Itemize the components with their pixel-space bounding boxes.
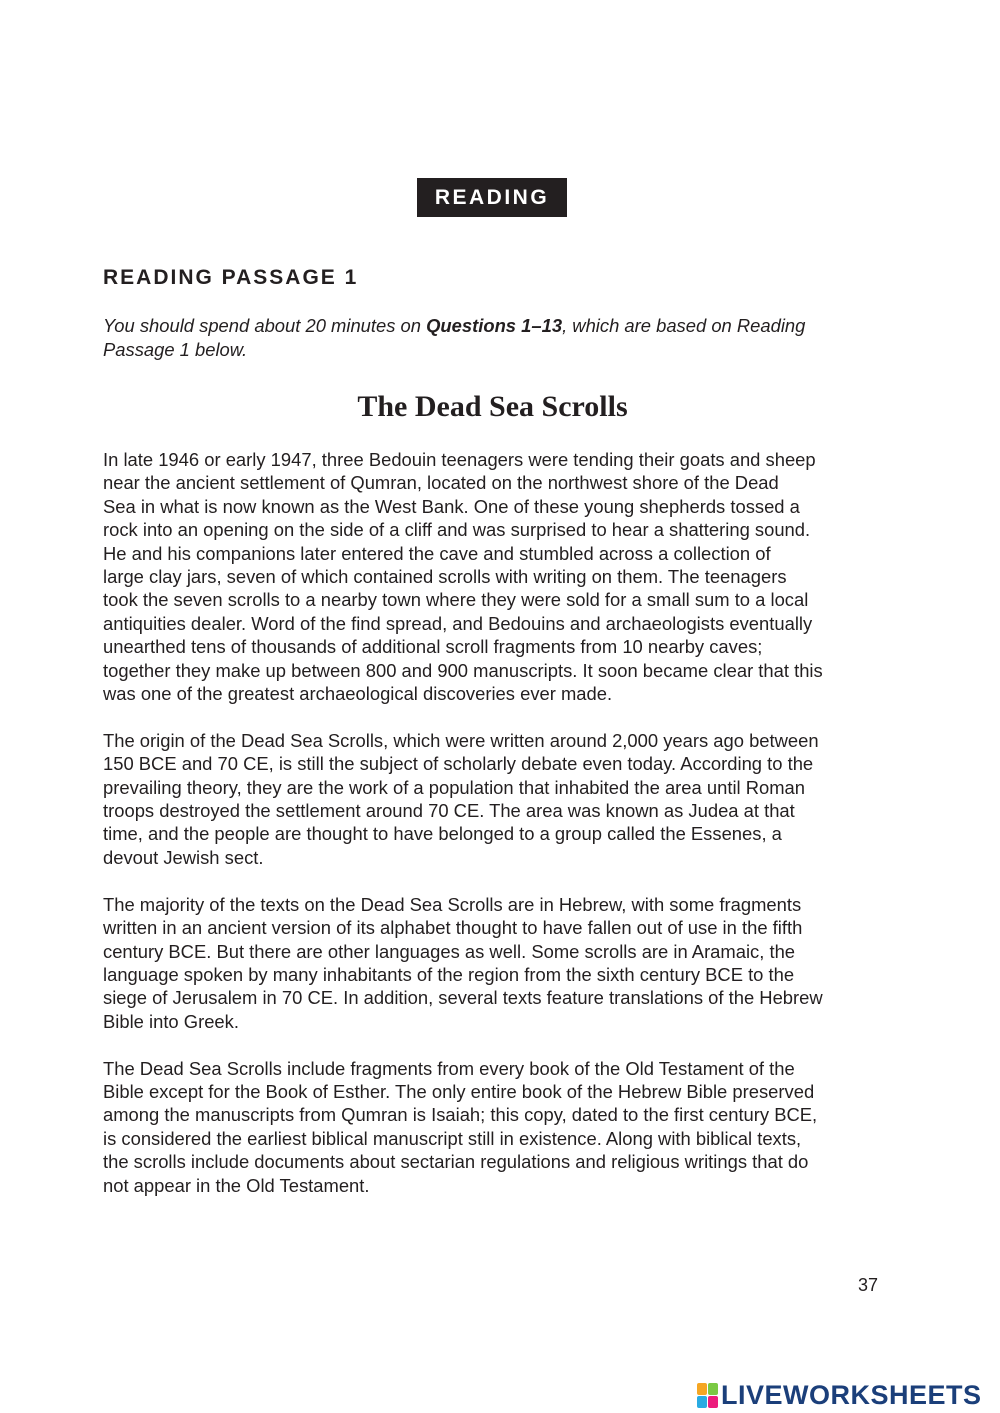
paragraph-line: Sea in what is now known as the West Bank. One of these young shepherds tossed a	[103, 495, 800, 517]
instructions-text-3: Passage 1 below.	[103, 339, 248, 360]
paragraph-line: prevailing theory, they are the work of a population that inhabited the area until Roman	[103, 776, 806, 798]
brand-name: LIVEWORKSHEETS	[721, 1380, 982, 1410]
logo-square	[697, 1396, 707, 1408]
paragraph-line: unearthed tens of thousands of additional scroll fragments from 10 nearby caves;	[103, 636, 763, 658]
paragraph-line: Bible except for the Book of Esther. The only entire book of the Hebrew Bible preserved	[103, 1080, 815, 1102]
paragraph-line: near the ancient settlement of Qumran, located on the northwest shore of the Dead	[103, 472, 779, 494]
paragraph-line: among the manuscripts from Qumran is Isaiah; this copy, dated to the first century BCE,	[103, 1104, 818, 1126]
paragraph-line: took the seven scrolls to a nearby town where they were sold for a small sum to a local	[103, 589, 809, 611]
paragraph-line: large clay jars, seven of which contained scrolls with writing on them. The teenagers	[103, 566, 787, 588]
paragraph-line: the scrolls include documents about sectarian regulations and religious writings that do	[103, 1151, 809, 1173]
page-number: 37	[858, 1275, 879, 1295]
article-paragraph	[103, 1057, 903, 1197]
paragraph-line: The Dead Sea Scrolls include fragments from every book of the Old Testament of the	[103, 1057, 795, 1079]
paragraph-line: antiquities dealer. Word of the find spread, and Bedouins and archaeologists eventually	[103, 612, 813, 634]
paragraph-line: In late 1946 or early 1947, three Bedouin teenagers were tending their goats and sheep	[103, 449, 816, 470]
article-title: The Dead Sea Scrolls	[357, 390, 628, 423]
paragraph-line: The origin of the Dead Sea Scrolls, which were written around 2,000 years ago between	[103, 729, 819, 751]
instructions-text: You should spend about 20 minutes on	[103, 315, 427, 336]
instructions	[103, 314, 893, 362]
logo-square	[708, 1383, 718, 1395]
instructions-questions: Questions 1–13	[426, 315, 563, 336]
paragraph-line: time, and the people are thought to have belonged to a group called the Essenes, a	[103, 823, 782, 845]
logo-square	[708, 1396, 718, 1408]
paragraph-line: written in an ancient version of its alphabet thought to have fallen out of use in the fifth	[103, 917, 803, 939]
paragraph-line: together they make up between 800 and 900 manuscripts. It soon became clear that this	[103, 659, 823, 681]
paragraph-line: He and his companions later entered the cave and stumbled across a collection of	[103, 542, 771, 564]
paragraph-line: rock into an opening on the side of a cliff and was surprised to hear a shattering sound.	[103, 519, 811, 541]
paragraph-line: language spoken by many inhabitants of the region from the sixth century BCE to the	[103, 963, 795, 985]
paragraph-line: troops destroyed the settlement around 70 CE. The area was known as Judea at that	[103, 800, 795, 822]
section-label: READING	[417, 178, 567, 217]
paragraph-line: Bible into Greek.	[103, 1010, 239, 1032]
article-paragraph	[103, 729, 903, 869]
paragraph-line: The majority of the texts on the Dead Sea Scrolls are in Hebrew, with some fragments	[103, 893, 802, 915]
passage-heading: READING PASSAGE 1	[103, 266, 359, 289]
paragraph-line: century BCE. But there are other languages as well. Some scrolls are in Aramaic, the	[103, 940, 796, 962]
paragraph-line: not appear in the Old Testament.	[103, 1174, 370, 1196]
article-paragraph	[103, 893, 903, 1033]
paragraph-line: devout Jewish sect.	[103, 846, 264, 868]
liveworksheets-logo-icon	[697, 1383, 719, 1409]
paragraph-line: was one of the greatest archaeological discoveries ever made.	[103, 683, 613, 705]
article-paragraph	[103, 448, 903, 705]
paragraph-line: siege of Jerusalem in 70 CE. In addition, several texts feature translations of the Hebrew	[103, 987, 823, 1009]
paragraph-line: 150 BCE and 70 CE, is still the subject of scholarly debate even today. According to the	[103, 753, 814, 775]
article-body	[103, 448, 903, 1220]
paragraph-line: is considered the earliest biblical manuscript still in existence. Along with biblical texts,	[103, 1127, 802, 1149]
instructions-text-2: , which are based on Reading	[562, 315, 806, 336]
liveworksheets-brand[interactable]	[697, 1380, 982, 1411]
logo-square	[697, 1383, 707, 1395]
